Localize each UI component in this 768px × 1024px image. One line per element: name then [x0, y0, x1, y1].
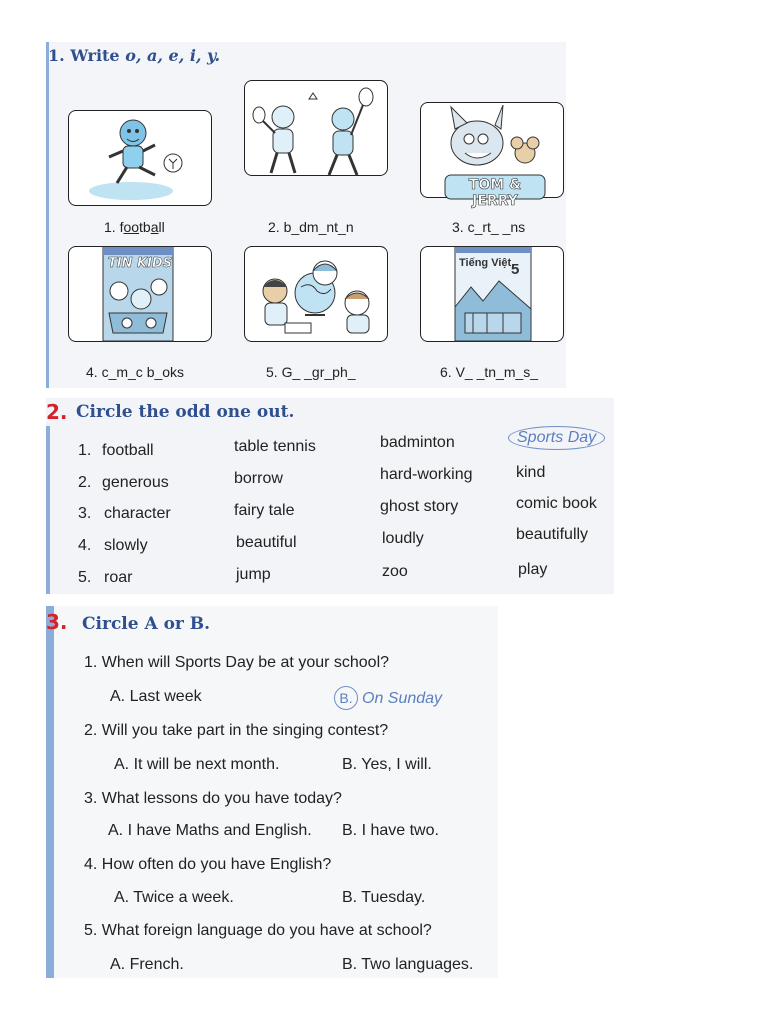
row-3-word-d: comic book [516, 495, 597, 512]
textbook-cover-title: Tiếng Việt [459, 257, 512, 269]
exercise-1-title: Write [70, 46, 126, 65]
item-4-caption: 4. c_m_c b_oks [86, 364, 185, 380]
row-4-word-a: slowly [104, 537, 148, 554]
row-1-word-b: table tennis [234, 438, 316, 455]
exercise-3-title: Circle A or B. [82, 614, 211, 634]
exercise-3-accent-bar [46, 606, 54, 978]
item-6-caption: 6. V_ _tn_m_s_ [440, 364, 539, 380]
children-globe-icon [245, 247, 387, 341]
row-4-word-b: beautiful [236, 534, 297, 551]
question-1-option-a: A. Last week [110, 688, 202, 705]
question-2-option-a: A. It will be next month. [114, 756, 280, 773]
row-1-number: 1. [78, 442, 92, 459]
item-1-caption: 1. football [104, 219, 165, 235]
row-4-word-d: beautifully [516, 526, 589, 543]
row-5-word-b: jump [236, 566, 271, 583]
question-5-option-b: B. Two languages. [342, 956, 474, 973]
item-5-caption: 5. G_ _gr_ph_ [266, 364, 356, 380]
image-card-vietnamese [420, 246, 564, 342]
question-5-option-a: A. French. [110, 956, 184, 973]
question-3-option-b: B. I have two. [342, 822, 439, 839]
row-5-word-a: roar [104, 569, 133, 586]
row-5-number: 5. [78, 569, 92, 586]
row-2-word-b: borrow [234, 470, 283, 487]
question-4-option-b: B. Tuesday. [342, 889, 426, 906]
image-card-comics [68, 246, 212, 342]
row-3-word-c: ghost story [380, 498, 459, 515]
row-2-number: 2. [78, 474, 92, 491]
row-3-number: 3. [78, 505, 92, 522]
exercise-1-heading [48, 46, 220, 65]
item-2-caption: 2. b_dm_nt_n [268, 219, 354, 235]
textbook-cover-number: 5 [511, 261, 520, 278]
comic-book-logo: TIN KIDS [107, 256, 173, 271]
question-4-option-a: A. Twice a week. [114, 889, 234, 906]
question-3: 3. What lessons do you have today? [84, 790, 342, 807]
exercise-1-accent-bar [46, 42, 49, 388]
image-card-football [68, 110, 212, 206]
image-card-badminton [244, 80, 388, 176]
row-5-word-d: play [518, 561, 548, 578]
row-1-word-a: football [102, 442, 154, 459]
item-3-caption: 3. c_rt_ _ns [452, 219, 526, 235]
question-2: 2. Will you take part in the singing contest? [84, 722, 389, 739]
row-3-word-a: character [104, 505, 171, 522]
exercise-3-number: 3. [46, 610, 68, 634]
exercise-1-number: 1. [48, 46, 65, 65]
row-4-number: 4. [78, 537, 92, 554]
question-3-option-a: A. I have Maths and English. [108, 822, 312, 839]
row-2-word-d: kind [516, 464, 546, 481]
option-b-ring: B. [334, 686, 358, 710]
exercise-2-title: Circle the odd one out. [76, 402, 295, 422]
tom-and-jerry-logo: TOM & JERRY [468, 177, 522, 209]
question-2-option-b: B. Yes, I will. [342, 756, 432, 773]
image-card-cartoons [420, 102, 564, 209]
image-card-geography [244, 246, 388, 342]
question-1-option-b-circled: B. On Sunday [334, 686, 442, 710]
row-4-word-c: loudly [382, 530, 424, 547]
row-1-word-d-circled: Sports Day [508, 426, 605, 450]
badminton-players-icon [245, 81, 387, 185]
row-2-word-c: hard-working [380, 466, 473, 483]
exercise-2-accent-bar [46, 426, 50, 594]
exercise-2-number: 2. [46, 400, 68, 424]
question-5: 5. What foreign language do you have at school? [84, 922, 432, 939]
question-4: 4. How often do you have English? [84, 856, 332, 873]
row-1-word-c: badminton [380, 434, 455, 451]
boy-football-icon [69, 111, 211, 205]
question-1: 1. When will Sports Day be at your school? [84, 654, 390, 671]
row-3-word-b: fairy tale [234, 502, 295, 519]
row-2-word-a: generous [102, 474, 169, 491]
row-5-word-c: zoo [382, 563, 408, 580]
exercise-1-letters: o, a, e, i, y. [125, 46, 221, 65]
